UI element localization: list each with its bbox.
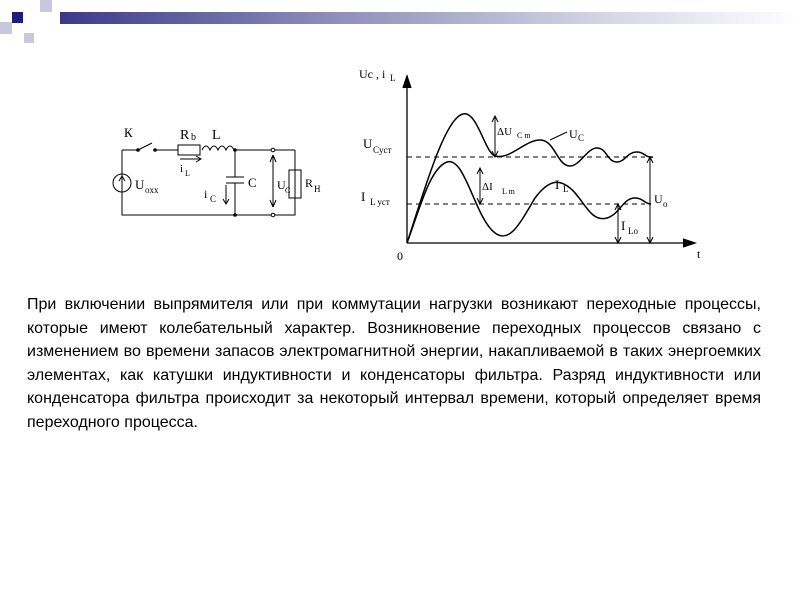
accent-square-light (0, 22, 12, 34)
il-curve-label: I (555, 177, 560, 192)
title-gradient-bar (60, 12, 800, 24)
uc-ust-sub: Cуст (373, 145, 392, 155)
delta-il-sub: L m (502, 187, 515, 196)
x-axis-label: t (697, 247, 701, 261)
rb-sub: b (191, 132, 196, 143)
accent-square-light-3 (40, 0, 52, 12)
description-paragraph: При включении выпрямителя или при коммутации нагрузки возникают переходные процессы, которые имеют колебательный характер. Возникновение переходных процессов связано с изменением во времени запасов электромагнитной энергии, накапливаемой в таких энергоемких элементах, как катушки индуктивности и конденсаторы фильтра. Разряд индуктивности или конденсатора фильтра происходит за некоторый интервал времени, который определяет время переходного процесса. (27, 296, 761, 431)
circuit-diagram (100, 115, 340, 230)
uc-curve-sub: C (578, 133, 585, 143)
il0-label: I (621, 218, 626, 233)
il0-sub: Lo (628, 226, 638, 236)
origin-label: 0 (397, 249, 403, 263)
rh-label: R (305, 176, 314, 190)
ic-label: i (204, 187, 208, 201)
accent-square-light-2 (24, 33, 34, 43)
u0-sub: o (663, 199, 668, 209)
il-ust-label: I (361, 189, 366, 204)
uc-sub: C (285, 186, 291, 195)
source-label: U (135, 177, 145, 192)
y-axis-sub: L (390, 73, 396, 83)
rb-label: R (180, 128, 190, 143)
title-decoration (0, 0, 800, 50)
il-curve (407, 162, 651, 243)
transient-graph (345, 58, 715, 268)
accent-square-dark (12, 12, 23, 23)
u0-label: U (654, 192, 663, 206)
il-sub: L (185, 169, 190, 178)
rh-sub: H (314, 184, 321, 194)
il-label: i (180, 163, 184, 175)
c-label: C (248, 175, 257, 190)
il-ust-sub: L уст (370, 197, 390, 207)
y-axis-label: Uc , i (359, 67, 386, 81)
il-curve-sub: L (563, 184, 569, 194)
switch-label: К (124, 125, 133, 140)
delta-uc-sub: C m (517, 131, 531, 140)
uc-label: U (277, 178, 286, 192)
delta-il-label: ΔI (482, 181, 493, 193)
l-label: L (212, 128, 221, 143)
source-sub: oxx (145, 185, 159, 195)
uc-ust-label: U (363, 136, 373, 151)
ic-sub: C (210, 194, 217, 204)
uc-curve-label: U (569, 127, 578, 141)
delta-uc-label: ΔU (497, 126, 513, 138)
